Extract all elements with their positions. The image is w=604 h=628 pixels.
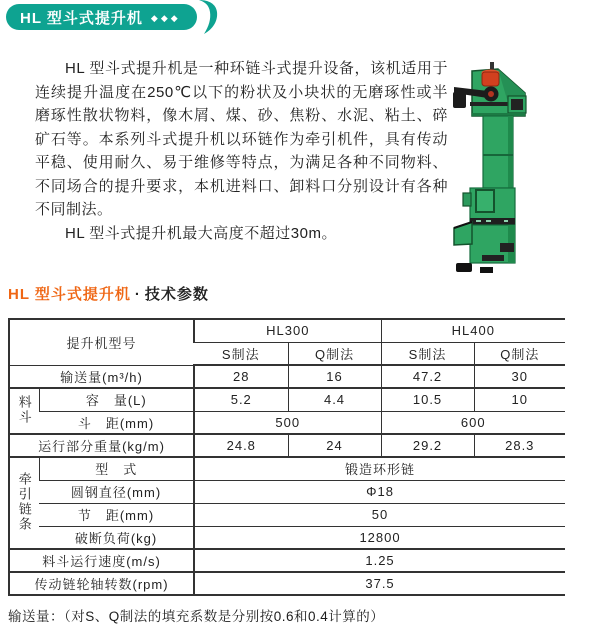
row-label: 料斗运行速度(m/s) bbox=[9, 549, 194, 572]
row-label: 运行部分重量(kg/m) bbox=[9, 434, 194, 457]
row-label: 输送量(m³/h) bbox=[9, 365, 194, 388]
table-row bbox=[9, 526, 565, 549]
value-cell: 12800 bbox=[194, 526, 565, 549]
intro-paragraph-1: HL 型斗式提升机是一种环链斗式提升设备，该机适用于连续提升温度在250℃以下的粉状及小块状的无磨琢性或半磨琢性散状物料，像木屑、煤、砂、焦粉、水泥、粘土、碎矿石等。本系列斗式提升机以环链作为牵引机件，具有传动平稳、使用耐久、易于维修等特点，为满足各种不同物料、不同场合的提升要求，本机进料口、卸料口分别设计有各种不同制法。 bbox=[35, 60, 448, 218]
value-cell: 500 bbox=[194, 411, 381, 434]
footnote: 输送量：（对S、Q制法的填充系数是分别按0.6和0.4计算的） bbox=[8, 609, 385, 624]
row-label: 型 式 bbox=[39, 457, 194, 480]
value-cell: 600 bbox=[381, 411, 565, 434]
value-cell: 5.2 bbox=[194, 388, 288, 411]
row-label: 破断负荷(kg) bbox=[39, 526, 194, 549]
value-cell: 50 bbox=[194, 503, 565, 526]
section-title-product: HL 型斗式提升机 bbox=[8, 286, 131, 303]
row-label: 传动链轮轴转数(rpm) bbox=[9, 572, 194, 595]
table-row bbox=[9, 319, 565, 342]
row-label: 节 距(mm) bbox=[39, 503, 194, 526]
diamond-icons: ◆◆◆ bbox=[150, 12, 181, 23]
header-method-cell: S制法 bbox=[381, 342, 474, 365]
header-hl400-cell: HL400 bbox=[381, 319, 565, 342]
table-row bbox=[9, 434, 565, 457]
table-row bbox=[9, 480, 565, 503]
value-cell: 30 bbox=[474, 365, 565, 388]
value-cell: 37.5 bbox=[194, 572, 565, 595]
table-row bbox=[9, 411, 565, 434]
section-title-params: 技术参数 bbox=[144, 286, 209, 303]
bucket-elevator-photo bbox=[446, 58, 566, 273]
table-row bbox=[9, 572, 565, 595]
value-cell: 29.2 bbox=[381, 434, 474, 457]
header-method-cell: Q制法 bbox=[288, 342, 381, 365]
value-cell: 10.5 bbox=[381, 388, 474, 411]
group-label-chain: 牵引链条 bbox=[9, 457, 39, 549]
section-title-separator: · bbox=[134, 286, 141, 303]
value-cell: 24.8 bbox=[194, 434, 288, 457]
value-cell: 10 bbox=[474, 388, 565, 411]
header-hl300-cell: HL300 bbox=[194, 319, 381, 342]
value-cell: 28.3 bbox=[474, 434, 565, 457]
section-title bbox=[8, 283, 209, 304]
row-label: 圆钢直径(mm) bbox=[39, 480, 194, 503]
header-method-cell: S制法 bbox=[194, 342, 288, 365]
value-cell: 1.25 bbox=[194, 549, 565, 572]
value-cell: 47.2 bbox=[381, 365, 474, 388]
group-label-bucket: 料斗 bbox=[9, 388, 39, 434]
value-cell: 24 bbox=[288, 434, 381, 457]
row-label: 斗 距(mm) bbox=[39, 411, 194, 434]
value-cell: 16 bbox=[288, 365, 381, 388]
table-row bbox=[9, 503, 565, 526]
table-row bbox=[9, 388, 565, 411]
table-row bbox=[9, 549, 565, 572]
header-model-cell: 提升机型号 bbox=[9, 319, 194, 365]
header-method-cell: Q制法 bbox=[474, 342, 565, 365]
intro-paragraph-2: HL 型斗式提升机最大高度不超过30m。 bbox=[65, 224, 337, 242]
spec-table bbox=[8, 318, 565, 596]
intro-text bbox=[35, 57, 448, 245]
value-cell: 28 bbox=[194, 365, 288, 388]
value-cell: 4.4 bbox=[288, 388, 381, 411]
page-title: HL 型斗式提升机 bbox=[20, 9, 143, 27]
header-swoosh-icon bbox=[198, 0, 220, 34]
value-cell: 锻造环形链 bbox=[194, 457, 565, 480]
row-label: 容 量(L) bbox=[39, 388, 194, 411]
page-title-banner bbox=[6, 4, 197, 30]
table-row bbox=[9, 365, 565, 388]
table-row bbox=[9, 457, 565, 480]
value-cell: Φ18 bbox=[194, 480, 565, 503]
